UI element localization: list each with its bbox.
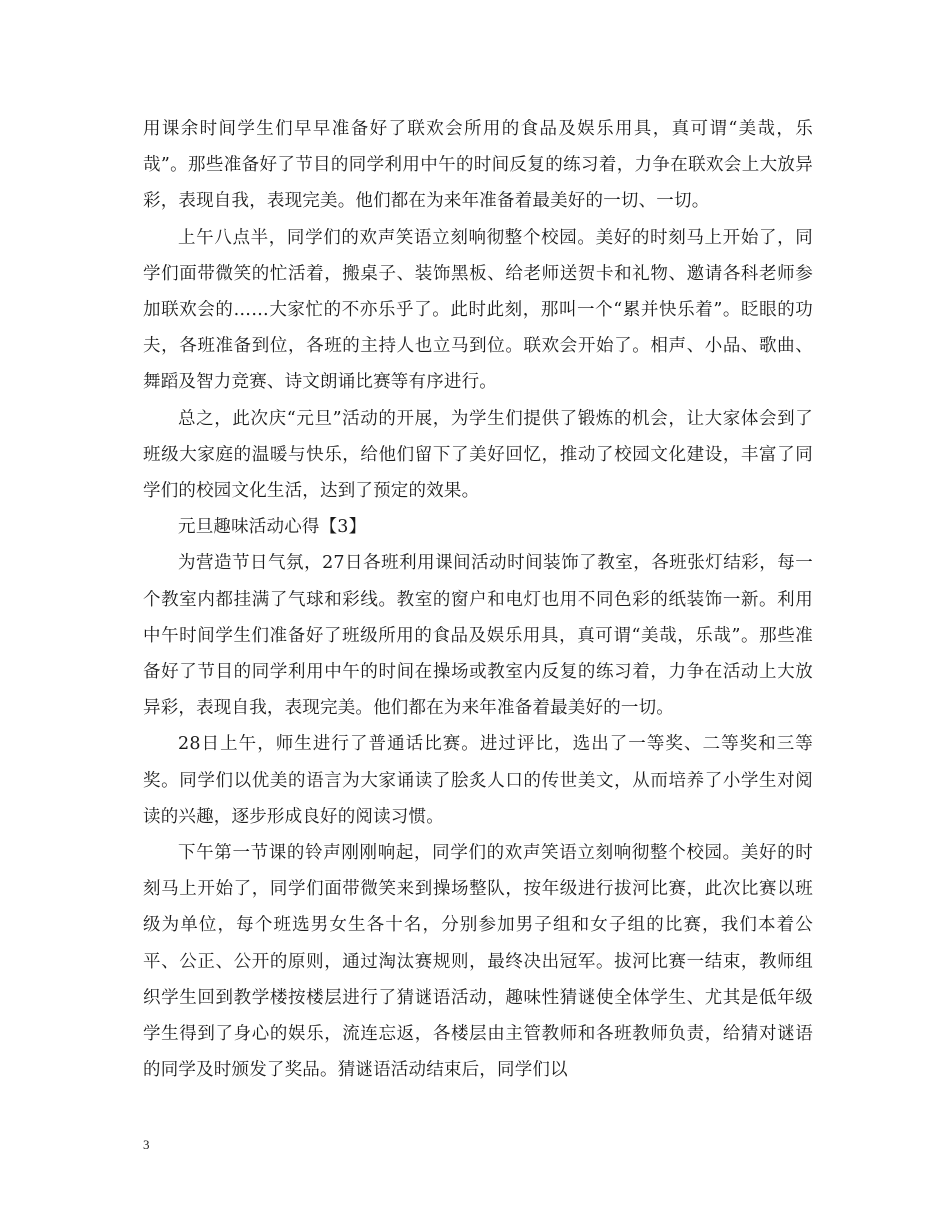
paragraph-6: 下午第一节课的铃声刚刚响起，同学们的欢声笑语立刻响彻整个校园。美好的时刻马上开始了，同学们面带微笑来到操场整队，按年级进行拔河比赛，此次比赛以班级为单位，每个班选男女生各十名，分别参加男子组和女子组的比赛，我们本着公平、公正、公开的原则，通过淘汰赛规则，最终决出冠军。拔河比赛一结束，教师组织学生回到教学楼按楼层进行了猜谜语活动，趣味性猜谜使全体学生、尤其是低年级学生得到了身心的娱乐，流连忘返，各楼层由主管教师和各班教师负责，给猜对谜语的同学及时颁发了奖品。猜谜语活动结束后，同学们以 [143,843,813,1081]
paragraph-3: 总之，此次庆“元旦”活动的开展，为学生们提供了锻炼的机会，让大家体会到了班级大家庭的温暖与快乐，给他们留下了美好回忆，推动了校园文化建设，丰富了同学们的校园文化生活，达到了预定的效果。 [143,408,813,502]
paragraph-5: 28日上午，师生进行了普通话比赛。进过评比，选出了一等奖、二等奖和三等奖。同学们以优美的语言为大家诵读了脍炙人口的传世美文，从而培养了小学生对阅读的兴趣，逐步形成良好的阅读习惯。 [143,734,813,827]
document-body [143,111,813,1088]
paragraph-4: 为营造节日气氛，27日各班利用课间活动时间装饰了教室，各班张灯结彩，每一个教室内都挂满了气球和彩线。教室的窗户和电灯也用不同色彩的纸装饰一新。利用中午时间学生们准备好了班级所用的食品及娱乐用具，真可谓“美哉，乐哉”。那些准备好了节目的同学利用中午的时间在操场或教室内反复的练习着，力争在活动上大放异彩，表现自我，表现完美。他们都在为来年准备着最美好的一切。 [143,553,813,719]
section-heading: 元旦趣味活动心得【3】 [178,517,367,538]
paragraph-2: 上午八点半，同学们的欢声笑语立刻响彻整个校园。美好的时刻马上开始了，同学们面带微笑的忙活着，搬桌子、装饰黑板、给老师送贺卡和礼物、邀请各科老师参加联欢会的……大家忙的不亦乐乎了。此时此刻，那叫一个“累并快乐着”。眨眼的功夫，各班准备到位，各班的主持人也立马到位。联欢会开始了。相声、小品、歌曲、舞蹈及智力竞赛、诗文朗诵比赛等有序进行。 [143,227,813,393]
page-number: 3 [143,1137,150,1152]
paragraph-1: 用课余时间学生们早早准备好了联欢会所用的食品及娱乐用具，真可谓“美哉，乐哉”。那些准备好了节目的同学利用中午的时间反复的练习着，力争在联欢会上大放异彩，表现自我，表现完美。他们都在为来年准备着最美好的一切、一切。 [143,119,813,212]
